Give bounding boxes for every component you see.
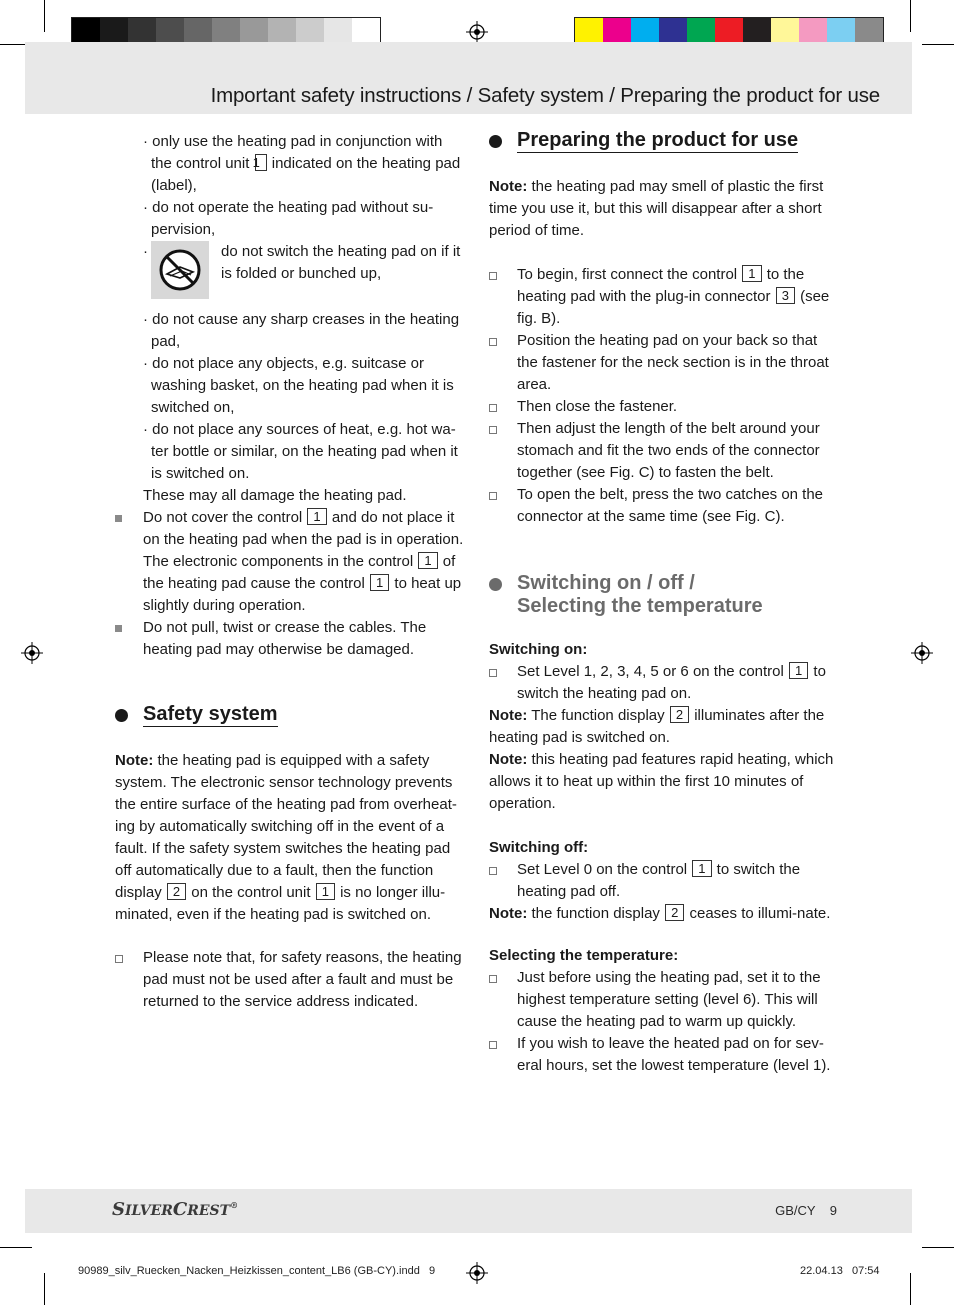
checkbox-item: Position the heating pad on your back so that the fastener for the neck section is in the throat area. [489,330,841,396]
page-title: Important safety instructions / Safety system / Preparing the product for use [210,84,880,107]
list-item: · do not place any sources of heat, e.g. hot wa-ter bottle or similar, on the heating pad when it is switched on. [143,421,458,482]
subheading-selecting-temperature: Selecting the temperature: [489,947,679,964]
crop-mark [922,44,954,45]
section-heading-switching: Switching on / off / Selecting the temperature [489,572,841,618]
safety-list [115,131,467,507]
part-number-box: 1 [789,662,808,679]
bullet-item: Do not pull, twist or crease the cables. The heating pad may otherwise be damaged. [115,617,467,661]
checkbox-bullet-icon [489,338,497,346]
crop-mark [0,1247,32,1248]
list-item: · do not operate the heating pad without su-pervision, [143,199,434,238]
color-swatch [128,18,156,45]
color-swatch [72,18,100,45]
color-swatch [715,18,743,45]
checkbox-item: To begin, first connect the control 1 to the heating pad with the plug-in connector 3 (see fig. B). [489,264,841,330]
color-swatch [268,18,296,45]
checkbox-bullet-icon [489,404,497,412]
checkbox-item: Set Level 0 on the control 1 to switch the heating pad off. [489,859,841,903]
checkbox-item: If you wish to leave the heated pad on for sev-eral hours, set the lowest temperature (level 1). [489,1033,841,1077]
color-swatch [100,18,128,45]
registration-mark-icon [466,1262,488,1284]
checkbox-item: To open the belt, press the two catches on the connector at the same time (see Fig. C). [489,484,841,528]
crop-mark [910,0,911,32]
checkbox-bullet-icon [489,669,497,677]
checkbox-bullet-icon [489,867,497,875]
checkbox-item: Just before using the heating pad, set it to the highest temperature setting (level 6). This will cause the heating pad to warm up quickly. [489,967,841,1033]
color-swatch [659,18,687,45]
color-swatch [743,18,771,45]
color-swatch [687,18,715,45]
subheading-switching-off: Switching off: [489,839,589,856]
color-swatch [771,18,799,45]
silvercrest-logo: SILVERCREST® [112,1199,239,1220]
checkbox-bullet-icon [489,426,497,434]
checkbox-bullet-icon [489,1041,497,1049]
safety-note: Note: the heating pad is equipped with a safety system. The electronic sensor technology prevents the entire surface of the heating pad from overheat-ing by automatically switching off in the event of a fault. If the safety system switches the heating pad off automatically due to a fault, then the function display 2 on the control unit 1 is no longer illu-minated, even if the heating pad is switched on. [115,752,457,923]
checkbox-item: Set Level 1, 2, 3, 4, 5 or 6 on the control 1 to switch the heating pad on. [489,661,841,705]
damage-note: These may all damage the heating pad. [143,487,407,504]
checkbox-bullet-icon [489,272,497,280]
slug-filename: 90989_silv_Ruecken_Nacken_Heizkissen_content_LB6 (GB-CY).indd 9 [78,1265,436,1277]
color-swatch [212,18,240,45]
color-swatch [799,18,827,45]
part-number-box: 1 [742,265,761,282]
list-item-text: do not switch the heating pad on if it is folded or bunched up, [221,243,461,282]
checkbox-bullet-icon [115,955,123,963]
list-item: · do not cause any sharp creases in the heating pad, [143,311,460,350]
part-number-box: 1 [316,883,335,900]
part-number-box: 1 [692,860,711,877]
part-number-box: 1 [418,552,437,569]
crop-mark [922,1247,954,1248]
square-bullet-icon [115,625,122,632]
crop-mark [910,1273,911,1305]
note: Note: this heating pad features rapid heating, which allows it to heat up within the first 10 minutes of operation. [489,751,834,812]
part-number-box: 1 [370,574,389,591]
slug-timestamp: 22.04.13 07:54 [800,1265,880,1277]
color-swatch [827,18,855,45]
part-number-box: 1 [255,154,267,171]
checkbox-bullet-icon [489,492,497,500]
part-number-box: 2 [665,904,684,921]
note: Note: the function display 2 ceases to illumi-nate. [489,905,831,922]
color-swatch [156,18,184,45]
crop-mark [44,1273,45,1305]
heading-bullet-icon [489,135,502,148]
registration-mark-icon [911,642,933,664]
color-swatch [631,18,659,45]
checkbox-item: Please note that, for safety reasons, the heating pad must not be used after a fault and must be returned to the service address indicated. [115,947,467,1013]
checkbox-bullet-icon [489,975,497,983]
square-bullet-icon [115,515,122,522]
part-number-box: 2 [670,706,689,723]
section-heading-safety-system: Safety system [115,703,467,726]
color-swatch [352,18,380,45]
list-item: · only use the heating pad in conjunction with the control unit 1 indicated on the heating pad (label), [143,133,461,194]
note: Note: The function display 2 illuminates after the heating pad is switched on. [489,707,825,746]
color-swatch [184,18,212,45]
section-heading-preparing: Preparing the product for use [489,129,841,152]
page-number: GB/CY 9 [775,1203,837,1218]
heading-bullet-icon [115,709,128,722]
subheading-switching-on: Switching on: [489,641,588,658]
color-swatch [575,18,603,45]
list-item: · do not switch the heating pad on if it is folded or bunched up, [143,241,467,299]
crop-mark [44,0,45,32]
prep-note: Note: the heating pad may smell of plastic the first time you use it, but this will disappear after a short period of time. [489,178,824,239]
checkbox-item: Then adjust the length of the belt around your stomach and fit the two ends of the connector together (see Fig. C) to fasten the belt. [489,418,841,484]
color-swatch [603,18,631,45]
color-swatch [240,18,268,45]
part-number-box: 2 [167,883,186,900]
registration-mark-icon [21,642,43,664]
color-swatch [296,18,324,45]
no-folding-icon [151,241,209,299]
registration-mark-icon [466,21,488,43]
bullet-item: Do not cover the control 1 and do not place it on the heating pad when the pad is in operation. The electronic components in the control 1 of the heating pad cause the control 1 to heat up slightly during operation. [115,507,467,617]
part-number-box: 3 [776,287,795,304]
part-number-box: 1 [307,508,326,525]
color-swatch [855,18,883,45]
color-swatch [324,18,352,45]
right-column [489,129,841,1077]
left-column [115,131,467,1013]
checkbox-item: Then close the fastener. [489,396,841,418]
list-item: · do not place any objects, e.g. suitcase or washing basket, on the heating pad when it is switched on, [143,355,454,416]
heading-bullet-icon [489,578,502,591]
